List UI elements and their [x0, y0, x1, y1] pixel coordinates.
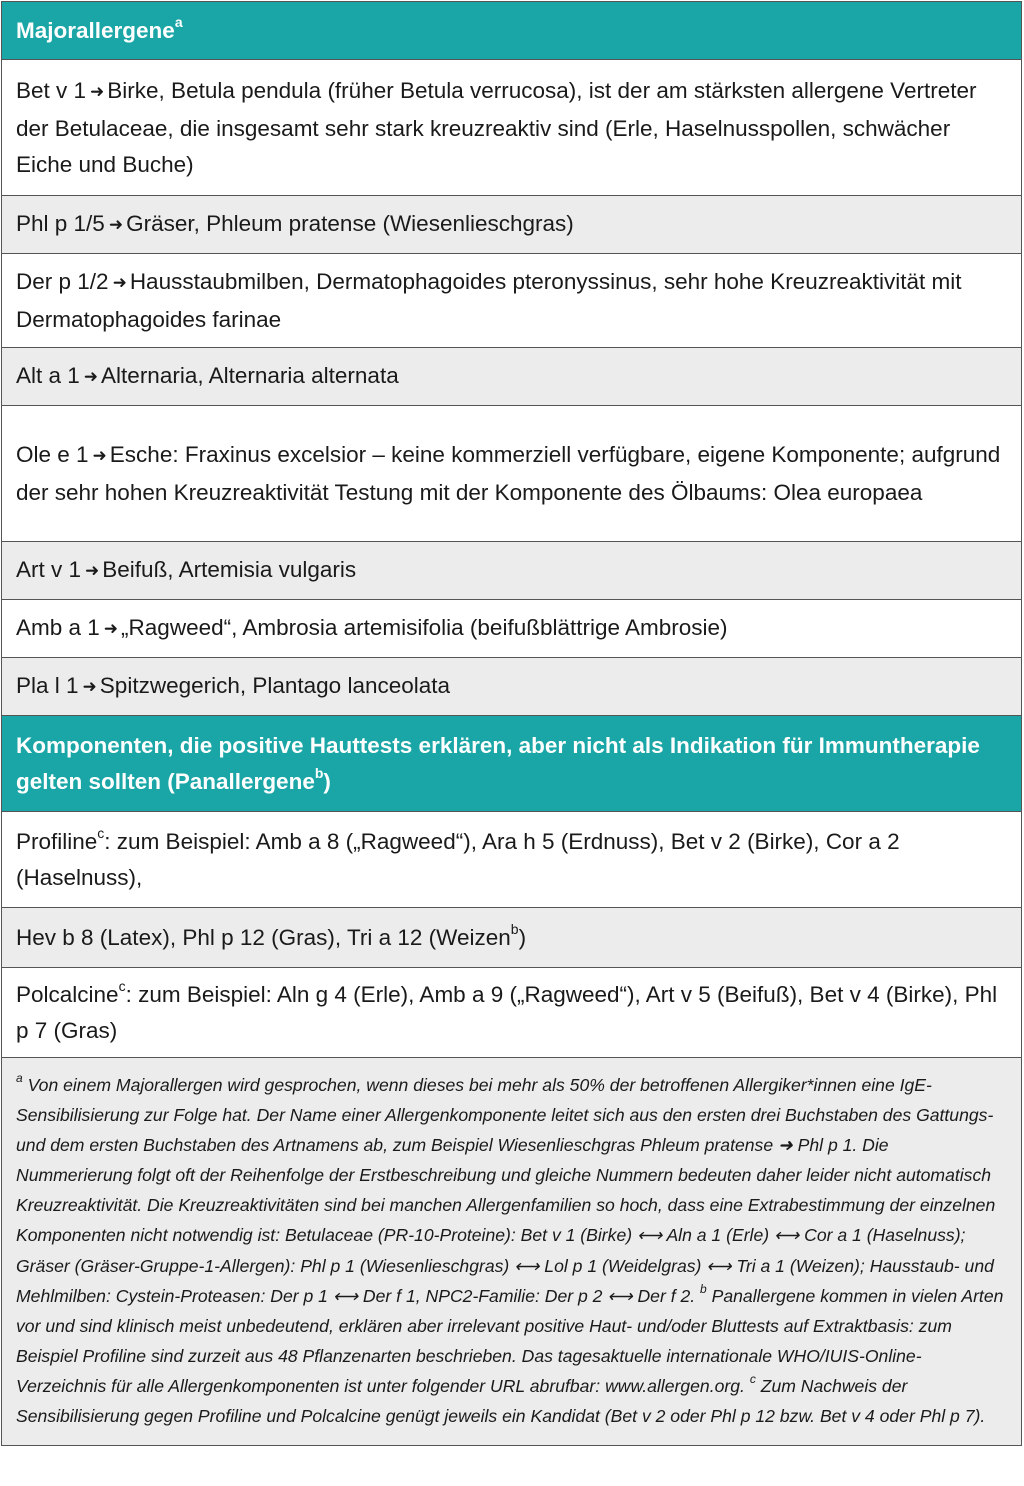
footnote-marker-c: c — [749, 1372, 756, 1387]
footnote-c-text: Zum Nachweis der Sensibilisierung gegen Profiline und Polcalcine genügt jeweils ein Kandidat (Bet v 2 oder Phl p 12 bzw. Bet v 4 oder Phl p 7). — [16, 1375, 986, 1427]
footnote-marker-b: b — [510, 921, 519, 937]
row-prefix: Polcalcine — [16, 981, 119, 1007]
table-row — [2, 600, 1021, 658]
allergen-code: Bet v 1 — [16, 77, 87, 103]
row-text: ) — [518, 924, 527, 950]
allergen-table — [1, 1, 1022, 1446]
row-text: : zum Beispiel: Aln g 4 (Erle), Amb a 9 („Ragweed“), Art v 5 (Beifuß), Bet v 4 (Birke), Phl p 7 (Gras) — [16, 981, 998, 1043]
allergen-description: Hausstaubmilben, Dermatophagoides pteronyssinus, sehr hohe Kreuzreaktivität mit Dermatophagoides farinae — [16, 268, 962, 332]
arrow-right-icon: ➜ — [92, 445, 107, 465]
allergen-code: Der p 1/2 — [16, 268, 109, 294]
allergen-description: Beifuß, Artemisia vulgaris — [102, 556, 357, 582]
footnote-marker-b: b — [700, 1281, 707, 1296]
allergen-code: Alt a 1 — [16, 362, 80, 388]
header-close: ) — [323, 768, 331, 794]
table-row — [2, 348, 1021, 406]
allergen-description: Alternaria, Alternaria alternata — [101, 362, 399, 388]
row-prefix: Profiline — [16, 828, 98, 854]
table-row — [2, 254, 1021, 348]
table-row — [2, 60, 1021, 196]
arrow-right-icon: ➜ — [90, 81, 105, 101]
table-row — [2, 542, 1021, 600]
arrow-right-icon: ➜ — [83, 366, 99, 386]
allergen-description: Gräser, Phleum pratense (Wiesenlieschgras) — [126, 210, 574, 236]
header-panallergene — [2, 716, 1021, 812]
table-row — [2, 812, 1021, 908]
header-title: Komponenten, die positive Hauttests erklären, aber nicht als Indikation für Immuntherapie gelten sollten (Panallergene — [16, 732, 980, 794]
arrow-right-icon: ➜ — [103, 618, 119, 638]
row-prefix: Hev b 8 (Latex), Phl p 12 (Gras), Tri a 12 (Weizen — [16, 924, 511, 950]
table-row — [2, 908, 1021, 968]
footnote-marker-c: c — [118, 978, 126, 994]
footnote-marker-b: b — [314, 765, 324, 781]
table-row — [2, 968, 1021, 1058]
footnote-block — [2, 1058, 1021, 1445]
allergen-code: Pla l 1 — [16, 672, 79, 698]
footnote-marker-c: c — [97, 825, 105, 841]
footnote-a-text: Von einem Majorallergen wird gesprochen, wenn dieses bei mehr als 50% der betroffenen Allergiker*innen eine IgE-Sensibilisierung zur Folge hat. Der Name einer Allergenkomponente leitet sich aus den ersten drei Buchstaben des Gattungs- und dem ersten Buchstaben des Artnamens ab, zum Beispiel Wiesenlieschgras Phleum pratense ➜ Phl p 1. Die Nummerierung folgt oft der Reihenfolge der Erstbeschreibung und gleiche Nummern bedeuten daher leider nicht automatisch Kreuzreaktivität. Die Kreuzreaktivitäten sind bei manchen Allergenfamilien so hoch, dass eine Extrabestimmung der einzelnen Komponenten nicht notwendig ist: Betulaceae (PR-10-Proteine): Bet v 1 (Birke) ⟷ Aln a 1 (Erle) ⟷ Cor a 1 (Haselnuss); Gräser (Gräser-Gruppe-1-Allergen): Phl p 1 (Wiesenlieschgras) ⟷ Lol p 1 (Weidelgras) ⟷ Tri a 1 (Weizen); Hausstaub- und Mehlmilben: Cystein-Proteasen: Der p 1 ⟷ Der f 1, NPC2-Familie: Der p 2 ⟷ Der f 2. — [16, 1075, 996, 1306]
arrow-right-icon: ➜ — [82, 676, 97, 696]
allergen-code: Phl p 1/5 — [16, 210, 105, 236]
table-row — [2, 196, 1021, 254]
arrow-right-icon: ➜ — [85, 560, 100, 580]
footnote-b-text: Panallergene kommen in vielen Arten vor und sind klinisch meist unbedeutend, erklären aber irrelevant positive Haut- und/oder Bluttests auf Extraktbasis: zum Beispiel Profiline sind zurzeit aus 48 Pflanzenarten beschrieben. Das tagesaktuelle internationale WHO/IUIS-Online-Verzeichnis für alle Allergenkomponenten ist unter folgender URL abrufbar: www.allergen.org. — [16, 1285, 1004, 1396]
arrow-right-icon: ➜ — [108, 214, 124, 234]
header-title: Majorallergene — [16, 17, 175, 43]
table-row — [2, 658, 1021, 716]
allergen-code: Amb a 1 — [16, 614, 100, 640]
table-row — [2, 406, 1021, 542]
allergen-description: Spitzwegerich, Plantago lanceolata — [99, 672, 451, 698]
header-majorallergene — [2, 2, 1021, 60]
row-text: : zum Beispiel: Amb a 8 („Ragweed“), Ara h 5 (Erdnuss), Bet v 2 (Birke), Cor a 2 (Haselnuss), — [16, 828, 900, 890]
allergen-code: Art v 1 — [16, 556, 82, 582]
allergen-code: Ole e 1 — [16, 441, 89, 467]
allergen-description: „Ragweed“, Ambrosia artemisifolia (beifußblättrige Ambrosie) — [121, 614, 728, 640]
allergen-description: Esche: Fraxinus excelsior – keine kommerziell verfügbare, eigene Komponente; aufgrund der sehr hohen Kreuzreaktivität Testung mit der Komponente des Ölbaums: Olea europaea — [16, 441, 1001, 505]
footnote-marker-a: a — [16, 1071, 23, 1086]
allergen-description: Birke, Betula pendula (früher Betula verrucosa), ist der am stärksten allergene Vertreter der Betulaceae, die insgesamt sehr stark kreuzreaktiv sind (Erle, Haselnusspollen, schwächer Eiche und Buche) — [16, 77, 977, 177]
arrow-right-icon: ➜ — [112, 272, 127, 292]
footnote-marker-a: a — [174, 14, 183, 30]
